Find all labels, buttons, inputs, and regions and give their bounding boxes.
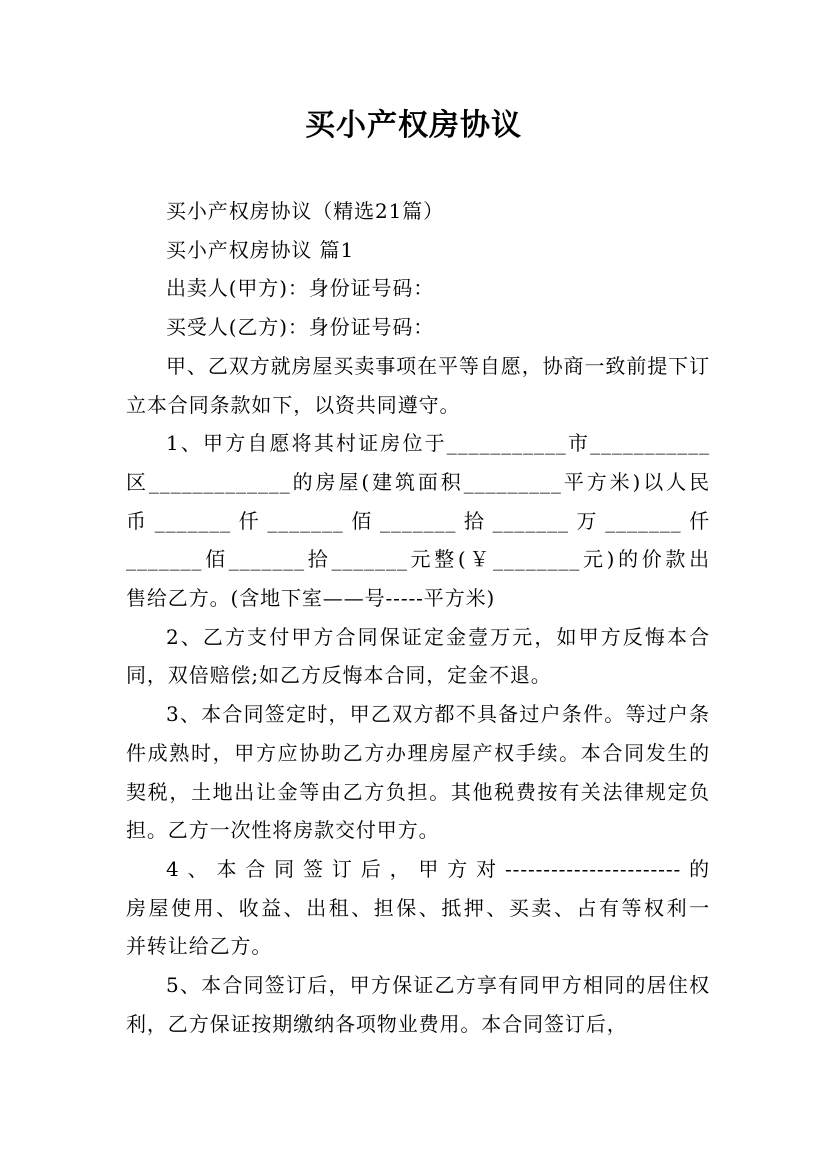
- clause-2: 2、乙方支付甲方合同保证定金壹万元，如甲方反悔本合同，双倍赔偿;如乙方反悔本合同，定金不退。: [126, 624, 710, 688]
- clause-4-line: 房屋使用、收益、出租、担保、抵押、买卖、占有等权利一: [126, 895, 710, 920]
- clause-4: [126, 850, 710, 966]
- buyer-line: 买受人(乙方)：身份证号码：: [166, 315, 435, 340]
- seller-line: 出卖人(甲方)：身份证号码：: [166, 276, 435, 301]
- document-title: 买小产权房协议: [305, 108, 522, 143]
- document-subtitle: 买小产权房协议（精选21篇）: [166, 199, 445, 223]
- clause-1-line: _______佰_______拾_______元整(￥________元)的价款出: [126, 547, 710, 572]
- clause-1: [126, 424, 710, 618]
- clause-1-line: 币 _______ 仟 _______ 佰 _______ 拾 _______ 万 _______ 仟: [126, 508, 710, 533]
- clause-5: 5、本合同签订后，甲方保证乙方享有同甲方相同的居住权利，乙方保证按期缴纳各项物业费用。本合同签订后，: [126, 973, 710, 1036]
- intro-paragraph: 甲、乙双方就房屋买卖事项在平等自愿，协商一致前提下订立本合同条款如下，以资共同遵守。: [126, 353, 710, 417]
- clause-4-line: 并转让给乙方。: [126, 934, 273, 959]
- clause-4-line: 4、本合同签订后，甲方对-----------------------的: [166, 856, 710, 881]
- document-body: [126, 192, 710, 1043]
- clause-1-line: 区_____________的房屋(建筑面积_________平方米)以人民: [126, 469, 710, 494]
- section-heading: 买小产权房协议 篇1: [166, 237, 355, 262]
- clause-3: 3、本合同签定时，甲乙双方都不具备过户条件。等过户条件成熟时，甲方应协助乙方办理房屋产权手续。本合同发生的契税，土地出让金等由乙方负担。其他税费按有关法律规定负担。乙方一次性将房款交付甲方。: [126, 702, 710, 843]
- clause-1-line: 1、甲方自愿将其村证房位于___________市___________: [166, 431, 710, 456]
- clause-1-line: 售给乙方。(含地下室——号-----平方米): [126, 586, 496, 611]
